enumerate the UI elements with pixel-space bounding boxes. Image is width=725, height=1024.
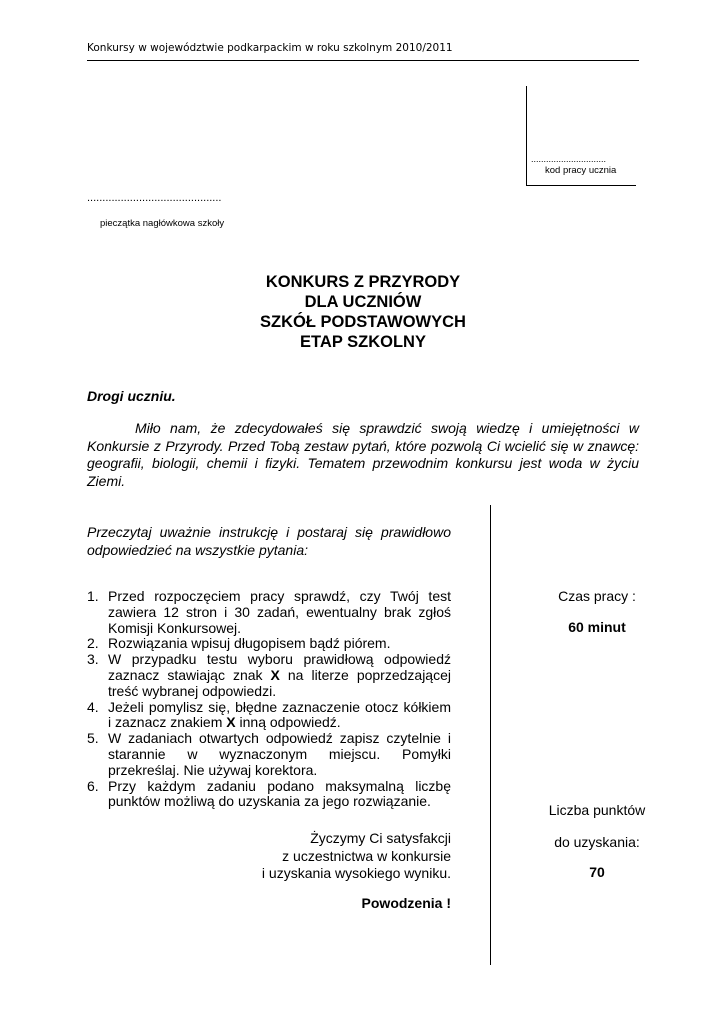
title-line: SZKÓŁ PODSTAWOWYCH <box>260 313 466 331</box>
rule-item <box>87 652 451 699</box>
title-line: DLA UCZNIÓW <box>304 293 422 311</box>
rule-text-post: inną odpowiedź. <box>235 714 341 731</box>
rule-text-pre: Jeżeli pomylisz się, błędne zaznaczenie otocz kółkiem i zaznacz znakiem <box>108 698 451 731</box>
points-value: 70 <box>589 864 605 880</box>
page-header: Konkursy w województwie podkarpackim w roku szkolnym 2010/2011 <box>87 42 453 54</box>
contest-title <box>87 272 639 352</box>
points-label: Liczba punktów <box>548 802 646 818</box>
rule-number: 2. <box>87 635 99 652</box>
rule-text: Przed rozpoczęciem pracy sprawdź, czy Twój test zawiera 12 stron i 30 zadań, ewentualny brak zgłoś Komisji Konkursowej. <box>108 588 451 636</box>
rule-text-post: na literze poprzedzającej treść wybranej odpowiedzi. <box>108 666 451 699</box>
rule-number: 6. <box>87 777 99 794</box>
header-divider <box>87 60 639 61</box>
code-box-border-left <box>526 86 527 186</box>
rule-item <box>87 589 451 636</box>
wishes-line: i uzyskania wysokiego wyniku. <box>261 865 451 881</box>
title-line: KONKURS Z PRZYRODY <box>265 273 461 291</box>
rule-text: W zadaniach otwartych odpowiedź zapisz czytelnie i starannie w wyznaczonym miejscu. Pomyłki przekreślaj. Nie używaj korektora. <box>108 730 451 778</box>
rule-text: Przy każdym zadaniu podano maksymalną liczbę punktów możliwą do uzyskania za jego rozwiązanie. <box>108 777 451 810</box>
school-stamp-field[interactable]: ............................................ <box>87 192 222 204</box>
rules-list <box>87 589 451 810</box>
time-value: 60 minut <box>568 619 626 635</box>
rule-text <box>108 699 451 731</box>
rule-number: 3. <box>87 651 99 668</box>
rule-item <box>87 636 451 652</box>
intro-text: Miło nam, że zdecydowałeś się sprawdzić swoją wiedzę i umiejętności w Konkursie z Przyrody. Przed Tobą zestaw pytań, które pozwolą Ci wcielić się w znawcę: geografii, biologii, chemii i fizyki. Tematem przewodnim konkursu jest woda w życiu Ziemi. <box>87 420 639 489</box>
rule-text <box>108 651 451 699</box>
wishes-line: z uczestnictwa w konkursie <box>282 847 451 864</box>
student-code-field[interactable]: .............................. <box>531 154 607 164</box>
school-stamp-label: pieczątka nagłówkowa szkoły <box>100 218 225 229</box>
column-divider <box>490 505 491 965</box>
rule-number: 1. <box>87 588 99 604</box>
rule-item <box>87 731 451 778</box>
wishes <box>200 830 451 883</box>
rule-item <box>87 779 451 811</box>
rule-text: Rozwiązania wpisuj długopisem bądź piórem. <box>108 635 391 652</box>
wishes-line: Życzymy Ci satysfakcji <box>310 830 451 846</box>
time-label: Czas pracy : <box>558 588 636 604</box>
rule-mark: X <box>226 714 236 731</box>
rule-number: 4. <box>87 698 99 715</box>
good-luck: Powodzenia ! <box>361 895 451 911</box>
student-code-label: kod pracy ucznia <box>545 165 617 176</box>
title-line: ETAP SZKOLNY <box>300 333 426 351</box>
code-box-border-bottom <box>526 185 636 186</box>
instruction-intro: Przeczytaj uważnie instrukcję i postaraj się prawidłowo odpowiedzieć na wszystkie pytania: <box>87 524 451 558</box>
greeting: Drogi uczniu. <box>87 388 176 404</box>
rule-mark: X <box>270 666 280 683</box>
intro-paragraph <box>87 420 639 490</box>
rule-item <box>87 700 451 732</box>
rule-text-pre: W przypadku testu wyboru prawidłową odpowiedź zaznacz stawiając znak <box>108 651 451 683</box>
rule-number: 5. <box>87 730 99 747</box>
points-label-2: do uzyskania: <box>554 834 640 850</box>
